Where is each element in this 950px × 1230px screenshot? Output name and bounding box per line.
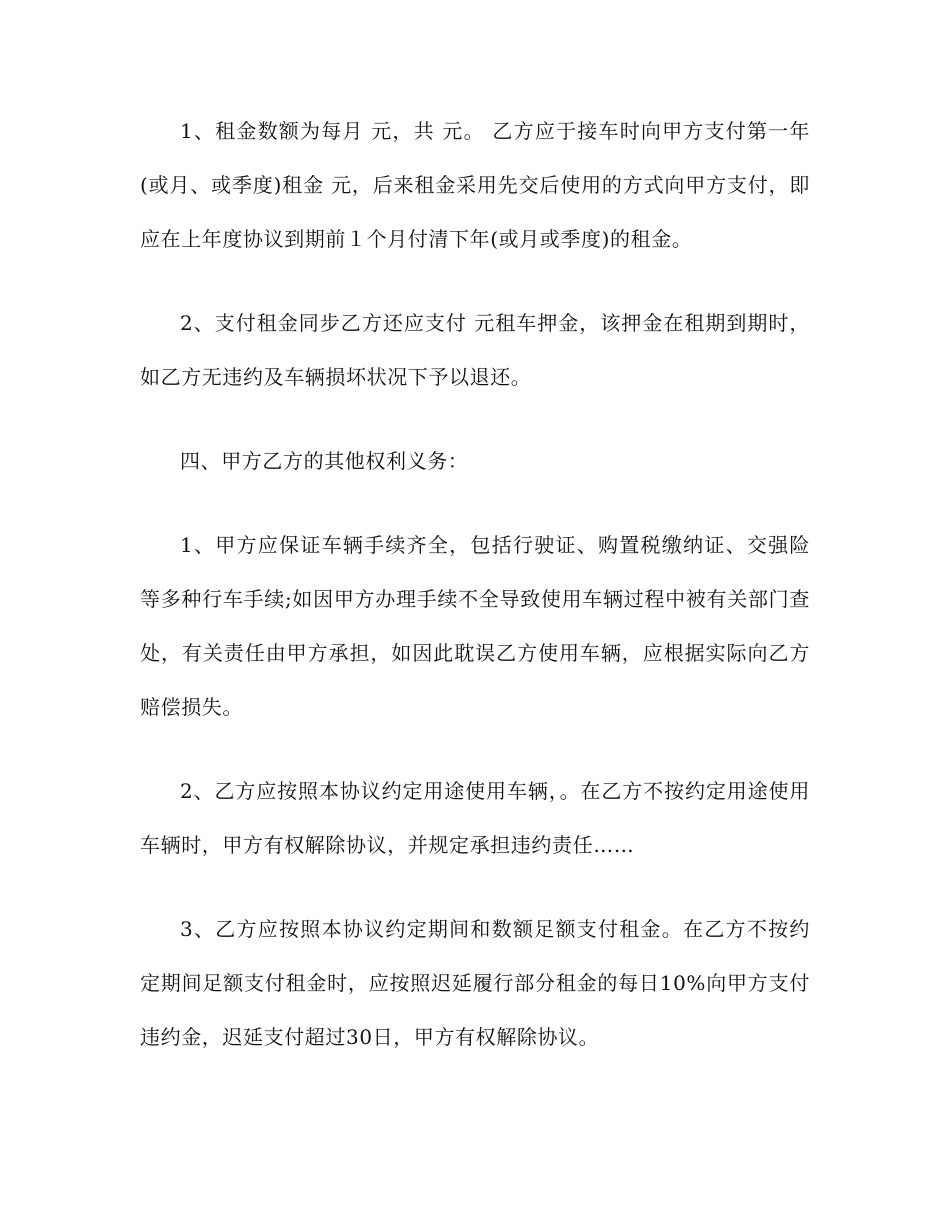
paragraph-party-a-duties: 1、甲方应保证车辆手续齐全，包括行驶证、购置税缴纳证、交强险等多种行车手续;如因甲方办理手续不全导致使用车辆过程中被有关部门查处，有关责任由甲方承担，如因此耽误乙方使用车辆，应根据实际向乙方赔偿损失。 [140, 533, 810, 719]
document-body [140, 104, 810, 1094]
paragraph-rent-amount: 1、租金数额为每月 元，共 元。 乙方应于接车时向甲方支付第一年(或月、或季度)租金 元，后来租金采用先交后使用的方式向甲方支付，即应在上年度协议到期前１个月付清下年(或月或季度)的租金。 [140, 119, 810, 251]
section-heading-rights-obligations: 四、甲方乙方的其他权利义务： [180, 449, 469, 473]
paragraph-party-b-usage: 2、乙方应按照本协议约定用途使用车辆，。在乙方不按约定用途使用车辆时，甲方有权解除协议，并规定承担违约责任…… [140, 779, 810, 857]
paragraph-party-b-payment: 3、乙方应按照本协议约定期间和数额足额支付租金。在乙方不按约定期间足额支付租金时，应按照迟延履行部分租金的每日10%向甲方支付违约金，迟延支付超过30日，甲方有权解除协议。 [140, 917, 810, 1049]
paragraph-deposit: 2、支付租金同步乙方还应支付 元租车押金，该押金在租期到期时，如乙方无违约及车辆损坏状况下予以退还。 [140, 311, 810, 389]
